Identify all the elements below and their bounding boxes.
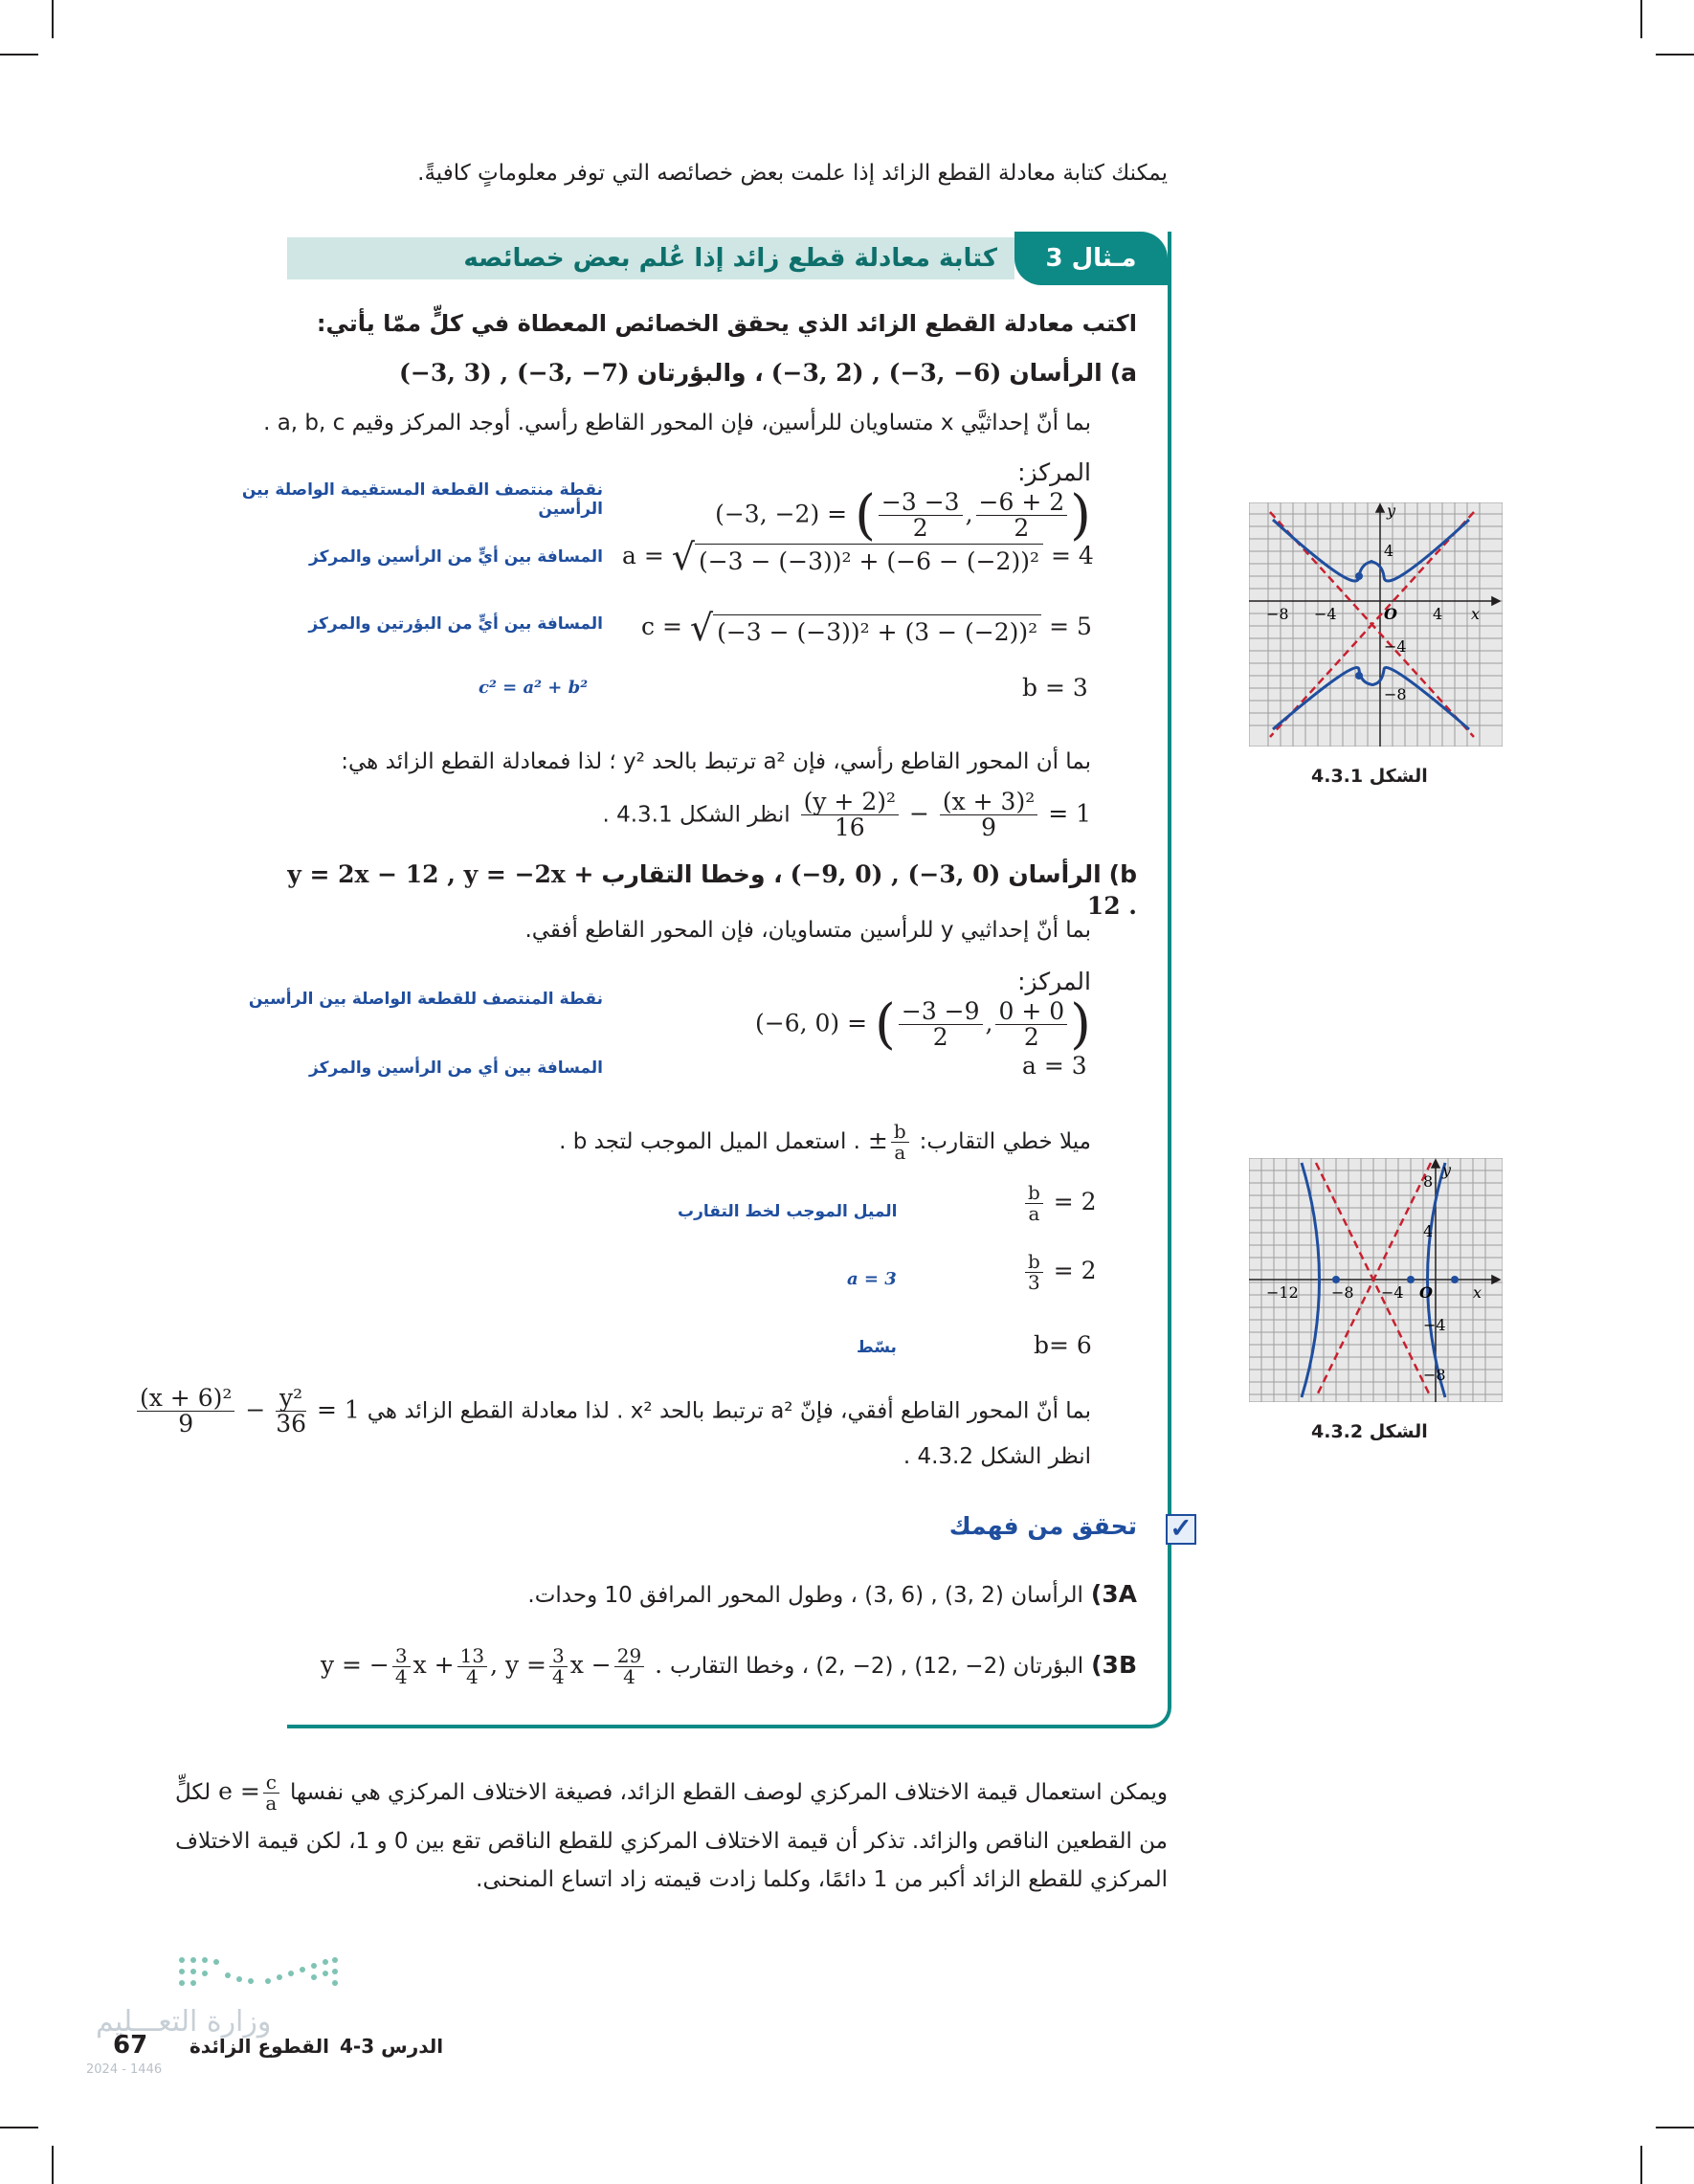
part-a-c-row: c = √ (−3 − (−3))² + (3 − (−2))² = 5 (641, 607, 1092, 649)
crop-mark (0, 54, 38, 56)
intro-text: يمكنك كتابة معادلة القطع الزائد إذا علمت بعض خصائصه التي توفر معلوماتٍ كافيةً. (417, 161, 1168, 186)
q3b-frac: 3 (392, 1646, 411, 1667)
fig2-axis-y: y (1442, 1161, 1452, 1179)
a-radicand: (−3 − (−3))² + (−6 − (−2))² (695, 544, 1043, 578)
fig1-tick-y-4: 4 (1384, 542, 1394, 560)
b-center-frac1-num: −3 −9 (899, 999, 983, 1025)
fig1-tick-y-neg8: −8 (1384, 685, 1407, 703)
eq-b-rhs: = 1 (316, 1395, 360, 1424)
part-b-center-value: (−6, 0) (755, 1009, 840, 1036)
part-b-vertices: (−9, 0) , (−3, 0) (790, 860, 1001, 888)
q3b-frac: 4 (394, 1665, 408, 1688)
slopes-pm: ± (867, 1126, 888, 1154)
page-number: 67 (113, 2031, 148, 2060)
example-title: كتابة معادلة قطع زائد إذا عُلم بعض خصائصه (463, 244, 997, 273)
crop-mark (1656, 2127, 1694, 2128)
fig2-tick-y-4: 4 (1423, 1222, 1434, 1240)
part-a-foci: (−3, 3) , (−3, −7) (399, 359, 630, 387)
part-a-center-value: (−3, −2) (715, 500, 820, 527)
eq-a-frac2-den: 9 (981, 813, 996, 842)
check-title: تحقق من فهمك (948, 1512, 1137, 1540)
fig2-tick-y-8: 8 (1423, 1172, 1434, 1191)
q3b-frac: 13 (457, 1646, 487, 1667)
part-a-letter: a) (1109, 359, 1137, 387)
part-b-given-sep: ، وخطا التقارب (601, 860, 783, 888)
fig1-tick-x-neg8: −8 (1266, 605, 1289, 623)
c-lhs: c = (641, 613, 682, 641)
note-center-b: نقطة المنتصف للقطعة الواصلة بين الرأسين (248, 990, 603, 1009)
q3b-frac: 4 (623, 1665, 635, 1688)
fig1-tick-y-neg4: −4 (1384, 637, 1407, 656)
example-title-band (287, 237, 1014, 279)
center-frac2-num: −6 + 2 (976, 490, 1068, 516)
part-b-asymptotes: y = 2x − 12 , y = −2x + 12 . (287, 860, 1137, 920)
fig2-tick-x-neg8: −8 (1331, 1283, 1354, 1302)
step3: b= 6 (1034, 1331, 1092, 1359)
fig1-tick-x-neg4: −4 (1314, 605, 1337, 623)
crop-mark (52, 2146, 54, 2184)
part-a-center-label: المركز: (1017, 458, 1091, 486)
ecc-p1 (115, 1772, 1168, 1814)
q3a-label: 3A) (1090, 1580, 1137, 1608)
fig1-axis-x: x (1471, 605, 1481, 623)
q3b-frac: 29 (614, 1646, 644, 1667)
crop-mark (1656, 54, 1694, 56)
eq-b-frac1-num: (x + 6)² (137, 1386, 234, 1412)
fig2-tick-x-neg12: −12 (1266, 1283, 1299, 1302)
q3b-eq1-a: y = − (320, 1651, 390, 1679)
ecc-eq-num: c (263, 1772, 279, 1794)
eq-a-frac1-num: (y + 2)² (801, 790, 899, 815)
part-a-orientation: بما أنّ إحداثيَّي x متساويان للرأسين، فإن المحور القاطع رأسي. أوجد المركز وقيم a, b, c . (263, 411, 1091, 435)
q3b-eq1-b: x + (412, 1651, 455, 1679)
part-b-conclusion-row: بما أنّ المحور القاطع أفقي، فإنّ a² ترتبط بالحد x² . لذا معادلة القطع الزائد هي $\frac{\text{(x + 6)²}}{9}$ − $\frac{\text{y²}}{36}$ = 1 (134, 1386, 1091, 1437)
fig2-tick-x-neg4: −4 (1381, 1283, 1404, 1302)
crop-mark (52, 0, 54, 38)
step2-note: a = 3 (847, 1269, 897, 1289)
step2-rhs: = 2 (1053, 1257, 1097, 1284)
eq-b-frac2-den: 36 (276, 1410, 307, 1438)
step1: $\frac{b}{a}$ = 2 (1022, 1183, 1097, 1224)
checkbox-icon: ✓ (1166, 1514, 1196, 1545)
example-label-badge (1014, 232, 1168, 285)
eq-a-frac1-den: 16 (834, 813, 865, 842)
q3b-label: 3B) (1091, 1651, 1137, 1679)
part-a-vertices: (−3, 2) , (−3, −6) (770, 359, 1002, 387)
c-value: = 5 (1049, 613, 1092, 641)
step2: $\frac{b}{3}$ = 2 (1022, 1252, 1097, 1293)
crop-mark (1640, 2146, 1642, 2184)
q3a-text: الرأسان (2 ,3) , (6 ,3) ، وطول المحور المرافق 10 وحدات. (527, 1583, 1083, 1608)
example-label: مـثال 3 (1045, 244, 1137, 273)
part-a-a-row: a = √ (−3 − (−3))² + (−6 − (−2))² = 4 (622, 536, 1094, 578)
fig1-origin: O (1384, 605, 1397, 623)
example-instruction: اكتب معادلة القطع الزائد الذي يحقق الخصائص المعطاة في كلٍّ ممّا يأتي: (316, 310, 1137, 337)
fig1-tick-x-4: 4 (1433, 605, 1443, 623)
ecc-p3: المركزي للقطع الزائد أكبر من 1 دائمًا، وكلما زادت قيمته زاد اتساع المنحنى. (476, 1867, 1168, 1892)
center-frac2-den: 2 (1014, 514, 1030, 542)
fig1-axis-y: y (1387, 502, 1396, 520)
ecc-p2: من القطعين الناقص والزائد. تذكر أن قيمة الاختلاف المركزي للقطع الناقص تقع بين 0 و 1، لكن قيمة الاختلاف (175, 1829, 1168, 1854)
q3b-frac: 4 (465, 1665, 479, 1688)
part-a-conclusion: بما أن المحور القاطع رأسي، فإن a² ترتبط بالحد y² ؛ لذا فمعادلة القطع الزائد هي: (341, 749, 1091, 774)
fig2-origin: O (1419, 1283, 1433, 1302)
q3a-row (180, 1579, 1137, 1611)
b-center-frac2-num: 0 + 0 (995, 999, 1067, 1025)
q3b-eq2-b: x − (569, 1651, 612, 1679)
note-a: المسافة بين أيٍّ من الرأسين والمركز (309, 547, 603, 567)
part-b-orientation: بما أنّ إحداثيي y للرأسين متساويان، فإن المحور القاطع أفقي. (524, 918, 1091, 943)
see-fig-a: انظر الشكل 4.3.1 . (602, 802, 791, 828)
part-a-given (276, 358, 1137, 390)
b-center-frac1-den: 2 (932, 1023, 948, 1051)
step1-note: الميل الموجب لخط التقارب (678, 1202, 898, 1221)
part-a-given-sep: ، والبؤرتان (636, 359, 764, 387)
part-b-conclusion: بما أنّ المحور القاطع أفقي، فإنّ a² ترتبط بالحد x² . لذا معادلة القطع الزائد هي (367, 1398, 1091, 1424)
fig1-caption: الشكل 4.3.1 (1311, 766, 1428, 787)
slopes-rest: . استعمل الميل الموجب لتجد b . (559, 1129, 860, 1154)
note-center-a: نقطة منتصف القطعة المستقيمة الواصلة بين الرأسين (241, 480, 603, 519)
slopes-text: ميلا خطي التقارب: (919, 1129, 1091, 1154)
ecc-p1-text: ويمكن استعمال قيمة الاختلاف المركزي لوصف القطع الزائد، فصيغة الاختلاف المركزي هي نفسها (289, 1780, 1168, 1805)
figure-4-3-1 (1249, 502, 1503, 747)
c-radicand: (−3 − (−3))² + (3 − (−2))² (713, 614, 1041, 649)
part-b-given (276, 859, 1137, 922)
part-b-center-label: المركز: (1017, 968, 1091, 995)
eq-b-frac1-den: 9 (178, 1410, 194, 1438)
center-frac1-num: −3 −3 (879, 490, 963, 516)
lesson-title: القطوع الزائدة (189, 2035, 329, 2058)
part-a-equation-row: $\frac{\text{(y + 2)²}}{16}$ − $\frac{\text{(x + 3)²}}{9}$ = 1 انظر الشكل 4.3.1 . (602, 788, 1091, 842)
q3b-row: 3B) البؤرتان (2− ,12) , (2− ,2) ، وخطا التقارب y = − $\frac{3}{4}$ x + $\frac{13}{4}$ , y = $\frac{3}{4}$ x − $\frac{29}{4}$ . (320, 1644, 1137, 1688)
crop-mark (0, 2127, 38, 2128)
b-center-frac2-den: 2 (1023, 1023, 1039, 1051)
fig2-axis-x: x (1473, 1283, 1482, 1302)
eq-a-frac2-num: (x + 3)² (940, 790, 1037, 815)
a-value: = 4 (1050, 542, 1094, 570)
q3b-eq2-a: , y = (490, 1651, 546, 1679)
ministry-logo-dots (172, 1952, 345, 1991)
fig2-tick-y-neg8: −8 (1423, 1366, 1446, 1384)
part-b-letter: b) (1108, 860, 1137, 888)
part-b-a-value: a = 3 (1022, 1052, 1087, 1080)
ecc-p1-tail: لكلٍّ (174, 1780, 212, 1805)
footer-year: 2024 - 1446 (86, 2062, 163, 2077)
ecc-eq-den: a (265, 1792, 278, 1815)
q3b-frac: 4 (552, 1665, 565, 1688)
fig2-caption: الشكل 4.3.2 (1311, 1421, 1428, 1442)
b-value: b = 3 (1022, 674, 1088, 702)
q3b-text: البؤرتان (2− ,12) , (2− ,2) ، وخطا التقارب (670, 1654, 1084, 1679)
step1-rhs: = 2 (1053, 1188, 1097, 1215)
figure-4-3-2 (1249, 1158, 1503, 1402)
example-header (287, 232, 1168, 285)
q3b-frac: 3 (549, 1646, 568, 1667)
fig2-tick-y-neg4: −4 (1423, 1316, 1446, 1334)
see-fig-b: انظر الشكل 4.3.2 . (903, 1444, 1091, 1469)
part-a-center-row: المركز: (−3, −2) = ( $\frac{-3 -3}{2}$ , $\frac{-6 + 2}{2}$ ) (715, 458, 1091, 546)
center-frac1-den: 2 (912, 514, 928, 542)
ministry-name: وزارة التعـــليم (96, 2005, 272, 2039)
part-b-given-text: الرأسان (1008, 860, 1102, 888)
note-a-b: المسافة بين أي من الرأسين والمركز (309, 1059, 603, 1078)
eq-b-frac2-num: y² (276, 1386, 306, 1412)
eq-a-rhs: = 1 (1048, 799, 1091, 828)
lesson-label: الدرس 3-4 (340, 2035, 444, 2058)
ecc-eq-lhs: e = (218, 1777, 260, 1805)
part-b-center-row: المركز: (−6, 0) = ( $\frac{-3 -9}{2}$ , $\frac{0 + 0}{2}$ ) (755, 968, 1091, 1056)
note-c: المسافة بين أيٍّ من البؤرتين والمركز (308, 614, 603, 634)
step3-note: بسّط (857, 1338, 897, 1357)
slopes-row: ميلا خطي التقارب: ± $\frac{b}{a}$ . استعمل الميل الموجب لتجد b . (559, 1120, 1091, 1164)
note-b: c² = a² + b² (479, 678, 589, 698)
crop-mark (1640, 0, 1642, 38)
part-a-given-text: الرأسان (1009, 359, 1103, 387)
a-lhs: a = (622, 542, 664, 570)
